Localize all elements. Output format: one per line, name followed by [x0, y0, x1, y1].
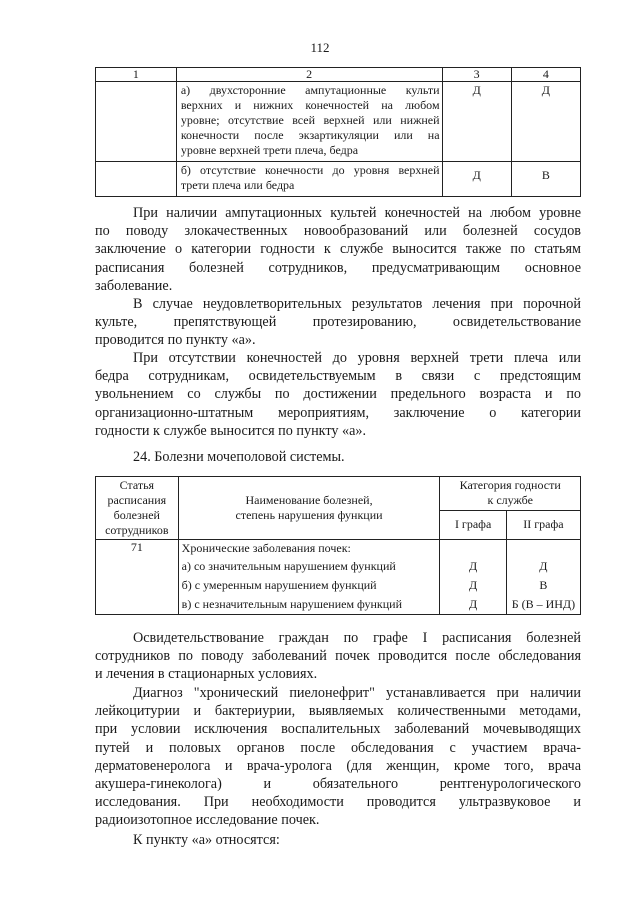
- paragraph-line: При отсутствии конечностей до уровня верхней трети плеча или: [133, 350, 581, 366]
- category-value: Д: [469, 559, 478, 573]
- graph-1-header: I графа: [440, 510, 506, 539]
- paragraph-line: Диагноз "хронический пиелонефрит" устанавливается при наличии: [133, 685, 581, 701]
- disease-item: а) со значительным нарушением функций: [181, 559, 396, 573]
- paragraph-line: годности к службе выносится по пункту «а».: [95, 422, 367, 439]
- category-graph-1: Д: [442, 82, 511, 162]
- paragraph-line: и лечения в стационарных условиях.: [95, 666, 318, 683]
- disease-item: б) с умеренным нарушением функций: [181, 578, 377, 592]
- paragraph-line: Освидетельствование граждан по графе I расписания болезней: [133, 630, 581, 646]
- header-line: болезней: [113, 508, 160, 522]
- description-line: уровне верхней трети плеча, бедра: [180, 143, 359, 157]
- column-number: 3: [442, 68, 511, 82]
- disease-table-continuation: [95, 67, 581, 197]
- paragraph-line: В случае неудовлетворительных результатов лечения при порочной: [133, 296, 581, 312]
- article-cell: 71: [96, 540, 179, 615]
- paragraph-line: исследования. При необходимости проводится ультразвуковое и: [95, 794, 581, 811]
- paragraph-line: радиоизотопное исследование почек.: [95, 812, 320, 829]
- section-title: 24. Болезни мочеполовой системы.: [133, 449, 345, 465]
- table-header-row: [96, 477, 581, 511]
- column-number: 4: [511, 68, 580, 82]
- header-line: сотрудников: [105, 523, 169, 537]
- category-graph-1: Д: [442, 162, 511, 197]
- header-line: расписания: [107, 493, 167, 507]
- paragraph-line: заключение о категории годности к службе выносится также по статьям: [95, 241, 581, 258]
- table-row: [96, 162, 581, 197]
- header-line: к службе: [487, 493, 533, 508]
- article-cell: [96, 162, 177, 197]
- paragraph-line: сотрудников по поводу заболеваний почек проводится после обследования: [95, 648, 581, 665]
- paragraph-pyelonephritis: [95, 684, 581, 830]
- category-value: Д: [469, 597, 478, 611]
- category-value: В: [539, 578, 548, 592]
- disease-description: [176, 82, 442, 162]
- category-value: [440, 540, 505, 557]
- column-number: 1: [96, 68, 177, 82]
- paragraph-graph-1-kidney: [95, 629, 581, 684]
- article-header: [96, 477, 179, 540]
- paragraph-defective-stump: [95, 295, 581, 350]
- paragraph-item-a: [95, 831, 581, 849]
- paragraph-amputation-oncology: [95, 204, 581, 295]
- category-value: Д: [469, 578, 478, 592]
- disease-description: [176, 162, 442, 197]
- category-value: [507, 540, 580, 557]
- category-value: Б (В – ИНД): [511, 597, 576, 611]
- paragraph-line: при условии исключения воспалительных заболеваний мочевыводящих: [95, 721, 581, 738]
- paragraph-missing-limbs: [95, 349, 581, 440]
- paragraph-line: увольнением со службы по достижении предельного возраста и по: [95, 386, 581, 403]
- paragraph-line: лейкоцитурии и бактериурии, выявляемых количественными методами,: [95, 703, 581, 720]
- urogenital-disease-table: [95, 476, 581, 615]
- category-graph-2: В: [511, 162, 580, 197]
- paragraph-line: При наличии ампутационных культей конечностей на любом уровне: [133, 205, 581, 221]
- paragraph-line: культе, препятствующей протезированию, освидетельствование: [95, 314, 581, 331]
- header-line: степень нарушения функции: [235, 508, 383, 522]
- graph-2-header: II графа: [506, 510, 580, 539]
- paragraph-line: заболевание.: [95, 277, 173, 294]
- table-header-row: [96, 68, 581, 82]
- description-line: а) двухсторонние ампутационные культи: [180, 83, 440, 97]
- description-line: трети плеча или бедра: [180, 178, 295, 192]
- disease-name-header: [178, 477, 440, 540]
- paragraph-line: дерматовенеролога и врача-уролога (для женщин, кроме того, врача: [95, 757, 581, 774]
- paragraph-line: акушера-гинеколога) и обязательного рентгенурологического: [95, 776, 581, 793]
- paragraph-line: организационно-штатным мероприятиям, заключение о категории: [95, 404, 581, 421]
- description-line: верхних и нижних конечностей на любом: [180, 98, 440, 112]
- header-line: Категория годности: [459, 478, 561, 493]
- fitness-category-header: [440, 477, 581, 511]
- category-graph-2: Д: [511, 82, 580, 162]
- disease-list: [178, 540, 440, 615]
- description-line: уровне; отсутствие всей верхней или нижней: [180, 113, 440, 127]
- table-row: [96, 540, 581, 615]
- disease-item: Хронические заболевания почек:: [181, 541, 351, 555]
- graph-2-values: [506, 540, 580, 615]
- paragraph-line: бедра сотрудникам, освидетельствуемым в связи с предстоящим: [95, 368, 581, 385]
- category-value: Д: [539, 559, 548, 573]
- graph-1-values: [440, 540, 506, 615]
- description-line: конечности после экзартикуляции или на: [180, 128, 440, 142]
- disease-item: в) с незначительным нарушением функций: [181, 597, 403, 611]
- paragraph-line: проводится по пункту «а».: [95, 332, 256, 349]
- column-number: 2: [176, 68, 442, 82]
- description-line: б) отсутствие конечности до уровня верхней: [180, 163, 440, 177]
- paragraph-line: расписания болезней сотрудников, предусматривающим основное: [95, 259, 581, 276]
- paragraph-line: путей и половых органов после обследования с участием врача-: [95, 739, 581, 756]
- header-line: Статья: [119, 478, 155, 492]
- table-row: [96, 82, 581, 162]
- header-line: Наименование болезней,: [245, 493, 373, 507]
- paragraph-line: К пункту «а» относятся:: [133, 832, 280, 848]
- article-cell: [96, 82, 177, 162]
- paragraph-line: по поводу злокачественных новообразований или болезней сосудов: [95, 223, 581, 240]
- page-number: 112: [310, 40, 330, 55]
